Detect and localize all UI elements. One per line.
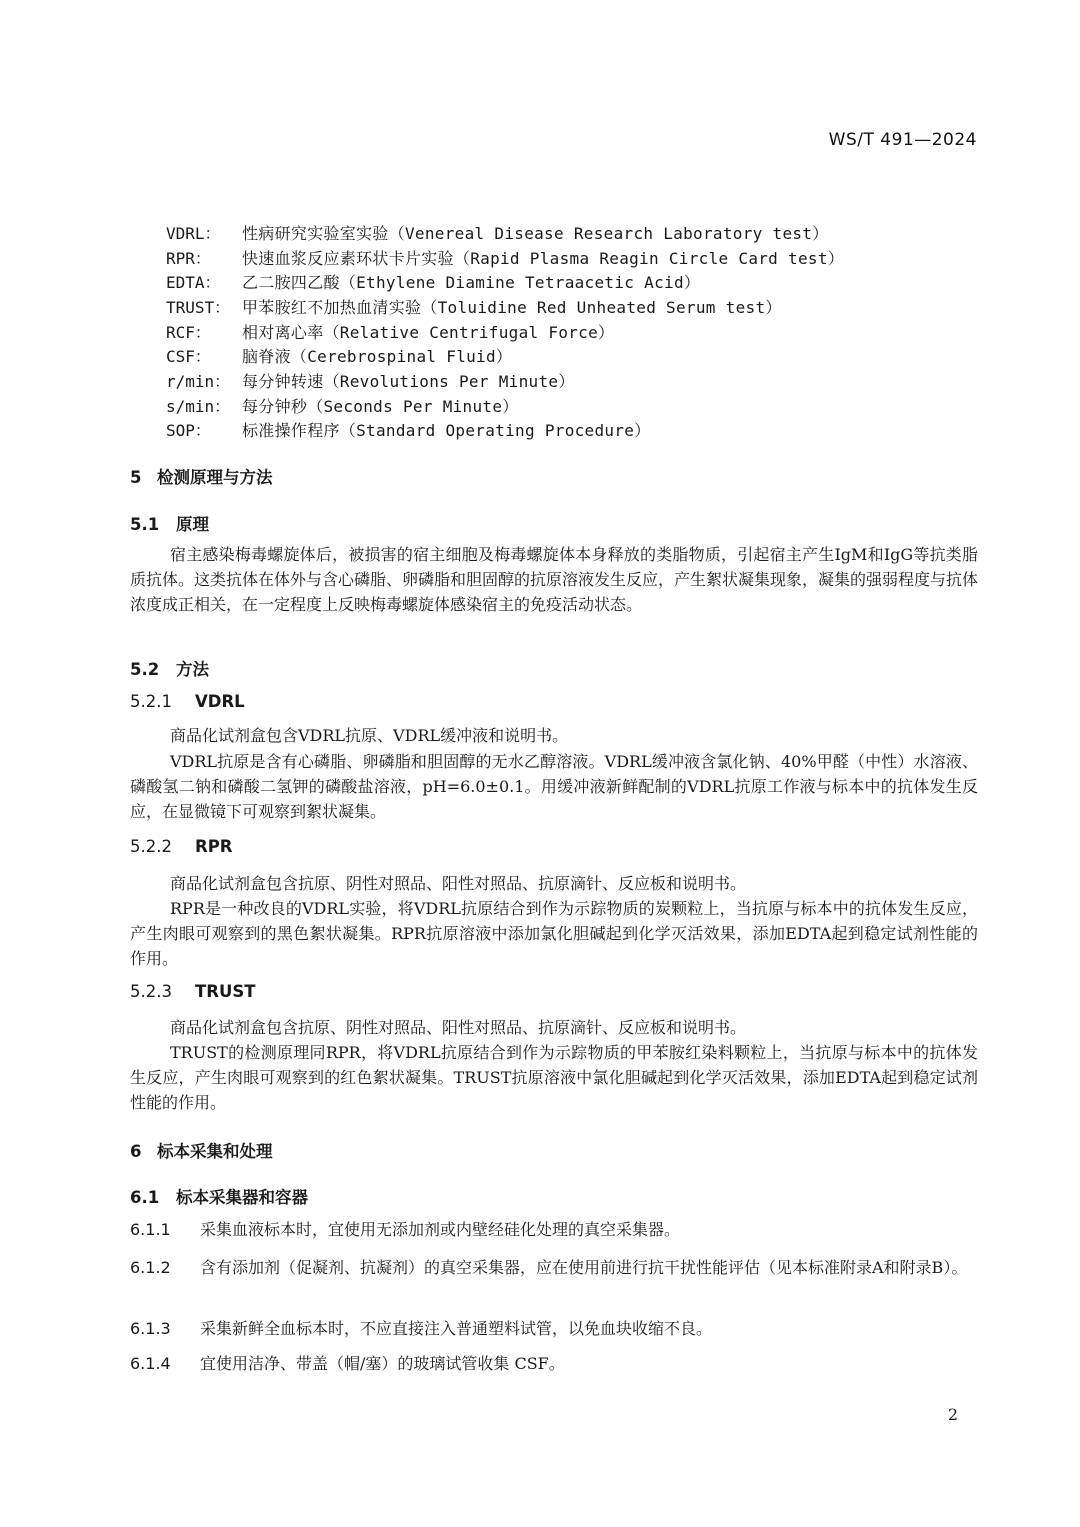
abbreviation-term: s/min：	[166, 396, 231, 416]
abbreviation-meaning: 快速血浆反应素环状卡片实验（Rapid Plasma Reagin Circle Card test）	[242, 248, 845, 268]
paragraph: 商品化试剂盒包含抗原、阴性对照品、阳性对照品、抗原滴针、反应板和说明书。	[170, 874, 747, 893]
clause	[130, 1217, 978, 1242]
abbreviation-meaning: 脑脊液（Cerebrospinal Fluid）	[242, 347, 513, 367]
abbreviation-row	[166, 269, 946, 294]
clause-number: 6.1.3	[130, 1319, 171, 1338]
clause-number: 5.2.1	[130, 692, 172, 711]
abbreviation-row	[166, 319, 946, 344]
clause-title: RPR	[195, 837, 233, 856]
abbreviation-row	[166, 393, 946, 418]
section-number: 5	[130, 468, 142, 487]
abbreviation-meaning: 甲苯胺红不加热血清实验（Toluidine Red Unheated Serum test）	[242, 297, 782, 317]
paragraph: 商品化试剂盒包含抗原、阴性对照品、阳性对照品、抗原滴针、反应板和说明书。	[170, 1018, 747, 1037]
clause	[130, 1351, 978, 1376]
paragraph: 商品化试剂盒包含VDRL抗原、VDRL缓冲液和说明书。	[170, 726, 569, 745]
clause-number: 5.2.3	[130, 982, 172, 1001]
standard-code: WS/T 491—2024	[828, 130, 977, 150]
abbreviation-meaning: 乙二胺四乙酸（Ethylene Diamine Tetraacetic Acid）	[242, 273, 701, 293]
abbreviation-row	[166, 294, 946, 319]
paragraph: 宿主感染梅毒螺旋体后，被损害的宿主细胞及梅毒螺旋体本身释放的类脂物质，引起宿主产生IgM和IgG等抗类脂质抗体。这类抗体在体外与含心磷脂、卵磷脂和胆固醇的抗原溶液发生反应，产生絮状凝集现象，凝集的强弱程度与抗体浓度成正相关，在一定程度上反映梅毒螺旋体感染宿主的免疫活动状态。	[130, 545, 979, 614]
subsection-title: 方法	[176, 660, 209, 679]
abbreviation-row	[166, 368, 946, 393]
clause-number: 6.1.2	[130, 1258, 171, 1277]
clause-heading	[130, 837, 978, 856]
section-title: 标本采集和处理	[157, 1142, 273, 1161]
clause-number: 6.1.1	[130, 1220, 171, 1239]
clause	[130, 1255, 978, 1280]
abbreviation-row	[166, 220, 946, 245]
abbreviation-meaning: 相对离心率（Relative Centrifugal Force）	[242, 322, 615, 342]
clause	[130, 1316, 978, 1341]
subsection-heading	[130, 656, 978, 680]
abbreviation-row	[166, 245, 946, 270]
abbreviation-row	[166, 343, 946, 368]
clause-text: 宜使用洁净、带盖（帽/塞）的玻璃试管收集 CSF。	[200, 1354, 565, 1373]
clause-title: TRUST	[195, 982, 256, 1001]
abbreviation-list	[166, 220, 946, 442]
section-heading	[130, 464, 978, 488]
clause-text: 采集新鲜全血标本时，不应直接注入普通塑料试管，以免血块收缩不良。	[200, 1319, 713, 1338]
subsection-title: 原理	[176, 515, 209, 534]
clause-heading	[130, 692, 978, 711]
subsection-number: 5.2	[130, 660, 160, 679]
abbreviation-meaning: 性病研究实验室实验（Venereal Disease Research Laboratory test）	[242, 223, 829, 243]
subsection-number: 5.1	[130, 515, 160, 534]
abbreviation-term: SOP：	[166, 421, 211, 441]
clause-number: 6.1.4	[130, 1354, 171, 1373]
abbreviation-term: RPR：	[166, 248, 211, 268]
page-number: 2	[947, 1405, 958, 1424]
abbreviation-row	[166, 418, 946, 443]
subsection-number: 6.1	[130, 1188, 160, 1207]
abbreviation-term: VDRL：	[166, 223, 221, 243]
subsection-heading	[130, 1184, 978, 1208]
abbreviation-meaning: 每分钟转速（Revolutions Per Minute）	[242, 371, 575, 391]
clause-text: 采集血液标本时，宜使用无添加剂或内壁经硅化处理的真空采集器。	[200, 1220, 681, 1239]
paragraph: RPR是一种改良的VDRL实验，将VDRL抗原结合到作为示踪物质的炭颗粒上，当抗原与标本中的抗体发生反应，产生肉眼可观察到的黑色絮状凝集。RPR抗原溶液中添加氯化胆碱起到化学灭活效果，添加EDTA起到稳定试剂性能的作用。	[130, 899, 978, 968]
section-title: 检测原理与方法	[157, 468, 273, 487]
paragraph: TRUST的检测原理同RPR，将VDRL抗原结合到作为示踪物质的甲苯胺红染料颗粒上，当抗原与标本中的抗体发生反应，产生肉眼可观察到的红色絮状凝集。TRUST抗原溶液中氯化胆碱起到化学灭活效果，添加EDTA起到稳定试剂性能的作用。	[130, 1043, 978, 1112]
section-heading	[130, 1138, 978, 1162]
subsection-title: 标本采集器和容器	[176, 1188, 308, 1207]
abbreviation-term: TRUST：	[166, 297, 231, 317]
abbreviation-meaning: 每分钟秒（Seconds Per Minute）	[242, 396, 519, 416]
abbreviation-meaning: 标准操作程序（Standard Operating Procedure）	[242, 421, 651, 441]
abbreviation-term: CSF：	[166, 347, 211, 367]
abbreviation-term: RCF：	[166, 322, 211, 342]
section-number: 6	[130, 1142, 142, 1161]
abbreviation-term: r/min：	[166, 371, 231, 391]
clause-title: VDRL	[195, 692, 245, 711]
subsection-heading	[130, 511, 978, 535]
abbreviation-term: EDTA：	[166, 273, 221, 293]
clause-heading	[130, 982, 978, 1001]
clause-text: 含有添加剂（促凝剂、抗凝剂）的真空采集器，应在使用前进行抗干扰性能评估（见本标准附录A和附录B）。	[200, 1258, 968, 1277]
paragraph: VDRL抗原是含有心磷脂、卵磷脂和胆固醇的无水乙醇溶液。VDRL缓冲液含氯化钠、40%甲醛（中性）水溶液、磷酸氢二钠和磷酸二氢钾的磷酸盐溶液，pH=6.0±0.1。用缓冲液新鲜配制的VDRL抗原工作液与标本中的抗体发生反应，在显微镜下可观察到絮状凝集。	[130, 752, 978, 821]
clause-number: 5.2.2	[130, 837, 172, 856]
